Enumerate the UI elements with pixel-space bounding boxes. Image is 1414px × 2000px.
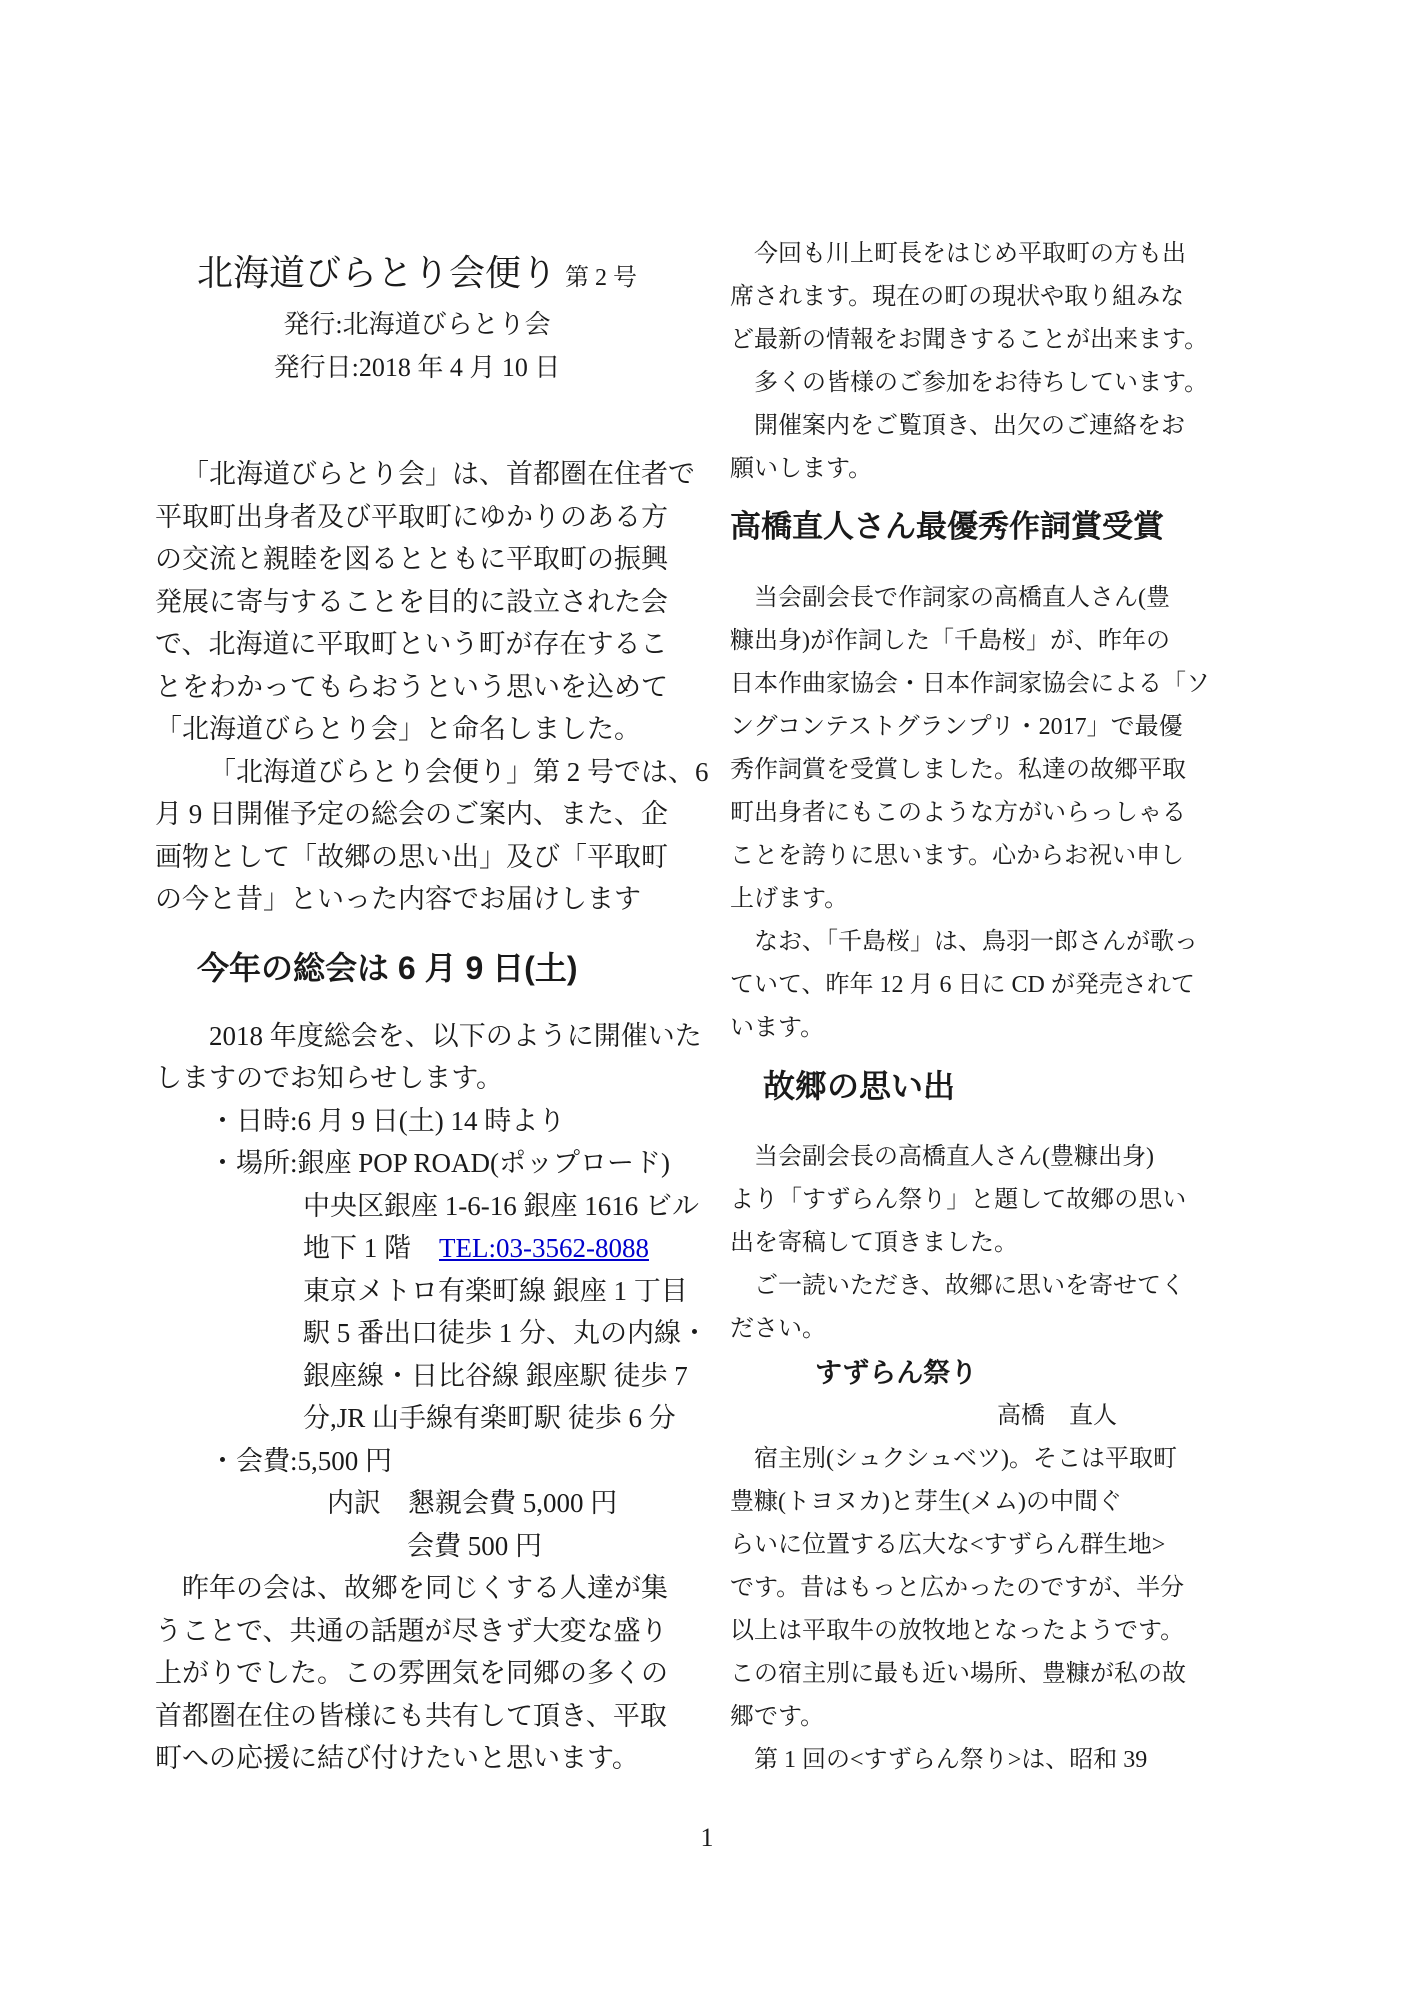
text-line: 首都圏在住の皆様にも共有して頂き、平取 [155,1700,667,1731]
newsletter-title-row [155,248,679,303]
text-line: 町出身者にもこのような方がいらっしゃる [730,800,1186,826]
venue-access-line: 駅 5 番出口徒歩 1 分、丸の内線・ [303,1318,708,1348]
essay-title: すずらん祭り [815,1358,978,1388]
right-column [730,233,1210,1782]
publish-date-line: 発行日:2018 年 4 月 10 日 [273,353,561,382]
text-line: います。 [730,1015,825,1041]
masthead [155,248,679,389]
fee-breakdown-line: 内訳 懇親会費 5,000 円 [327,1488,618,1518]
rsvp-paragraph [730,405,1186,491]
venue-access-line: 銀座線・日比谷線 銀座駅 徒歩 7 [303,1360,688,1391]
text-line: 2018 年度総会を、以下のように開催いた [209,1020,702,1051]
text-line: 豊糠(トヨヌカ)と芽生(メム)の中間ぐ [730,1489,1122,1515]
text-line: 月 9 日開催予定の総会のご案内、また、企 [155,799,668,829]
meeting-fee-line: ・会費:5,500 円 [209,1445,393,1476]
meeting-venue-line: ・場所:銀座 POP ROAD(ポップロード) [209,1148,671,1178]
essay-paragraph [730,1438,1186,1739]
publisher-line: 発行:北海道びらとり会 [283,310,551,339]
text-line: 平取町出身者及び平取町にゆかりのある方 [155,501,668,532]
text-line: ご一読いただき、故郷に思いを寄せてく [754,1273,1186,1299]
text-line: の今と昔」といった内容でお届けします [155,884,641,914]
text-line: この宿主別に最も近い場所、豊糠が私の故 [730,1661,1186,1687]
venue-access-line: 東京メトロ有楽町線 銀座 1 丁目 [303,1275,688,1306]
meeting-announce-paragraph [155,1015,702,1100]
text-line: ど最新の情報をお聞きすることが出来ます。 [730,327,1209,353]
attendance-paragraph [730,233,1209,362]
meeting-details [155,1100,708,1568]
essay-last-paragraph [730,1739,1186,1782]
participation-paragraph [730,362,1209,405]
text-line: 上がりでした。この雰囲気を同郷の多くの [155,1658,668,1688]
text-line: 今回も川上町長をはじめ平取町の方も出 [754,241,1186,267]
award-heading: 高橋直人さん最優秀作詞賞受賞 [730,509,1164,544]
award-paragraph [730,577,1210,921]
text-line: 宿主別(シュクシュベツ)。そこは平取町 [754,1446,1178,1472]
issue-number: 第 2 号 [565,265,637,291]
text-line: の交流と親睦を図るとともに平取町の振興 [155,544,668,574]
text-line: 「北海道びらとり会便り」第 2 号では、6 [209,756,709,787]
text-line: 多くの皆様のご参加をお待ちしています。 [754,370,1209,396]
text-line: 以上は平取牛の放牧地となったようです。 [730,1618,1185,1644]
text-line: ことを誇りに思います。心からお祝い申し [730,843,1185,869]
venue-access-line: 分,JR 山手線有楽町駅 徒歩 6 分 [303,1403,676,1433]
essay-author: 高橋 直人 [997,1403,1117,1429]
text-line: なお、「千島桜」は、鳥羽一郎さんが歌っ [754,929,1198,955]
page-number: 1 [700,1823,714,1852]
issue2-paragraph [155,751,709,921]
venue-address-line: 中央区銀座 1-6-16 銀座 1616 ビル [303,1190,699,1221]
text-line: 上げます。 [730,886,849,912]
text-line: 発展に寄与することを目的に設立された会 [155,586,668,617]
venue-floor-label: 地下 1 階 [303,1233,411,1263]
text-line: 画物として「故郷の思い出」及び「平取町 [155,841,668,872]
newsletter-title: 北海道びらとり会便り [196,253,557,293]
text-line: 「北海道びらとり会」と命名しました。 [155,714,641,744]
text-line: より「すずらん祭り」と題して故郷の思い [730,1187,1187,1213]
intro-paragraph [155,453,695,751]
lastyear-paragraph [155,1567,679,1780]
venue-floor-line [155,1227,679,1270]
text-line: 席されます。現在の町の現状や取り組みな [730,284,1185,310]
text-line: 秀作詞賞を受賞しました。私達の故郷平取 [730,757,1186,783]
memories-contrib-paragraph [730,1136,1186,1265]
text-line: しますのでお知らせします。 [155,1063,504,1093]
venue-tel-link[interactable]: TEL:03-3562-8088 [439,1233,649,1263]
text-line: 「北海道びらとり会」は、首都圏在住者で [182,459,695,489]
text-line: ングコンテストグランプリ・2017」で最優 [730,714,1183,740]
text-line: とをわかってもらおうという思いを込めて [155,671,668,702]
text-line: 日本作曲家協会・日本作詞家協会による「ソ [730,671,1210,697]
text-line: 郷です。 [730,1704,825,1730]
fee-membership-line: 会費 500 円 [407,1530,542,1561]
left-column [155,248,709,1780]
text-line: 当会副会長で作詞家の高橋直人さん(豊 [754,585,1170,611]
text-line: です。昔はもっと広かったのですが、半分 [730,1575,1185,1601]
text-line: うことで、共通の話題が尽きず大変な盛り [155,1615,668,1646]
text-line: 開催案内をご覧頂き、出欠のご連絡をお [754,413,1186,439]
text-line: 町への応援に結び付けたいと思います。 [155,1743,639,1773]
meeting-heading: 今年の総会は 6 月 9 日(土) [197,949,578,986]
text-line: 当会副会長の高橋直人さん(豊糠出身) [754,1144,1154,1170]
text-line: ていて、昨年 12 月 6 日に CD が発売されて [730,972,1195,998]
memories-read-paragraph [730,1265,1186,1351]
text-line: で、北海道に平取町という町が存在するこ [155,629,668,659]
text-line: 糠出身)が作詞した「千島桜」が、昨年の [730,628,1170,654]
text-line: 昨年の会は、故郷を同じくする人達が集 [182,1573,668,1603]
memories-heading: 故郷の思い出 [763,1068,956,1104]
meeting-datetime-line: ・日時:6 月 9 日(土) 14 時より [209,1105,566,1136]
text-line: ださい。 [730,1316,826,1342]
text-line: 出を寄稿して頂きました。 [730,1230,1018,1256]
text-line: 第 1 回の<すずらん祭り>は、昭和 39 [754,1747,1148,1773]
text-line: 願いします。 [730,456,873,482]
cd-release-paragraph [730,921,1198,1050]
text-line: らいに位置する広大な<すずらん群生地> [730,1532,1166,1558]
